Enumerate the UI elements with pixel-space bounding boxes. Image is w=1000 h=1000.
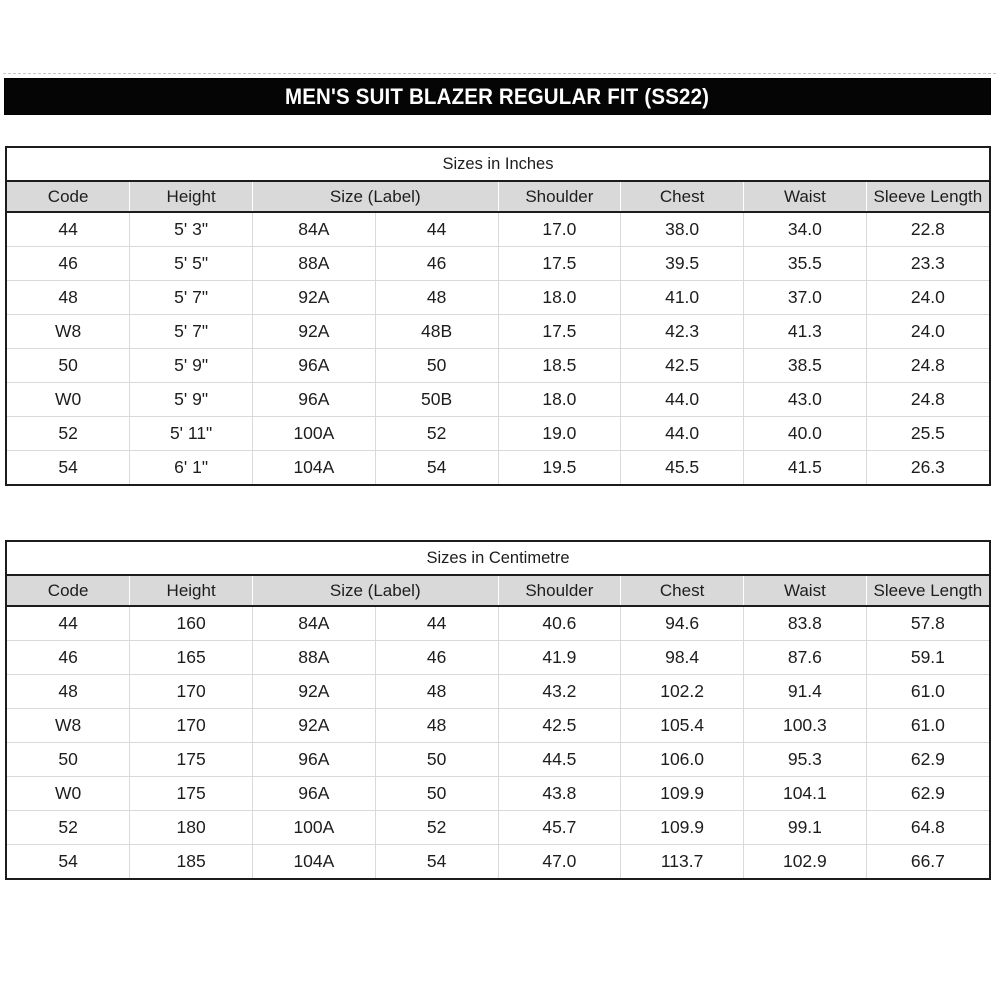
table-row [7,606,989,641]
table-cell: 17.5 [498,247,621,281]
table-cell: 100.3 [744,709,867,743]
table-cell: 61.0 [866,675,989,709]
table-row [7,212,989,247]
table-cell: 54 [375,451,498,485]
table-cell: 38.0 [621,212,744,247]
table-cell: 44 [7,212,130,247]
table-cell: 92A [253,315,376,349]
table-cell: 91.4 [744,675,867,709]
size-table-centimetre [7,576,989,878]
table-cell: 48 [7,281,130,315]
table-row [7,315,989,349]
table-cell: 52 [7,811,130,845]
table-cell: 18.5 [498,349,621,383]
table-cell: 50 [7,743,130,777]
table-cell: 83.8 [744,606,867,641]
column-header: Code [7,576,130,606]
table-cell: 23.3 [866,247,989,281]
table-cell: 54 [7,845,130,879]
table-cell: W0 [7,383,130,417]
table-caption-inches: Sizes in Inches [7,148,989,182]
table-cell: 40.6 [498,606,621,641]
table-cell: 84A [253,212,376,247]
table-cell: 50 [375,743,498,777]
table-cell: 54 [375,845,498,879]
table-caption-centimetre: Sizes in Centimetre [7,542,989,576]
table-cell: 42.3 [621,315,744,349]
table-cell: 45.5 [621,451,744,485]
table-cell: 42.5 [498,709,621,743]
table-cell: 43.2 [498,675,621,709]
table-cell: 88A [253,247,376,281]
table-cell: 41.9 [498,641,621,675]
table-cell: 54 [7,451,130,485]
table-cell: 44.0 [621,417,744,451]
table-cell: 41.3 [744,315,867,349]
column-header: Sleeve Length [866,576,989,606]
table-cell: 5' 5" [130,247,253,281]
table-cell: 44 [7,606,130,641]
table-cell: 62.9 [866,743,989,777]
column-header: Shoulder [498,576,621,606]
table-cell: 37.0 [744,281,867,315]
column-header: Size (Label) [253,182,499,212]
table-cell: 96A [253,777,376,811]
table-cell: 48B [375,315,498,349]
table-cell: 24.0 [866,281,989,315]
table-cell: 160 [130,606,253,641]
table-row [7,845,989,879]
column-header: Chest [621,576,744,606]
header-row [7,576,989,606]
table-cell: 35.5 [744,247,867,281]
table-cell: 19.5 [498,451,621,485]
table-cell: 5' 9" [130,349,253,383]
table-cell: W8 [7,709,130,743]
table-cell: 24.0 [866,315,989,349]
table-cell: 48 [375,709,498,743]
table-cell: 5' 11" [130,417,253,451]
table-cell: 98.4 [621,641,744,675]
table-row [7,709,989,743]
top-gridline [3,73,996,74]
table-cell: 43.8 [498,777,621,811]
table-cell: 105.4 [621,709,744,743]
table-cell: 96A [253,349,376,383]
table-cell: 44.5 [498,743,621,777]
table-cell: 57.8 [866,606,989,641]
table-cell: 88A [253,641,376,675]
table-row [7,417,989,451]
table-cell: 95.3 [744,743,867,777]
table-row [7,383,989,417]
table-cell: 17.5 [498,315,621,349]
table-cell: 46 [375,247,498,281]
table-cell: W8 [7,315,130,349]
table-sizes-centimetre [5,540,991,880]
table-row [7,743,989,777]
table-cell: 44 [375,606,498,641]
table-row [7,811,989,845]
table-cell: 87.6 [744,641,867,675]
table-cell: 45.7 [498,811,621,845]
table-row [7,641,989,675]
table-cell: 48 [375,675,498,709]
table-cell: 46 [7,247,130,281]
table-cell: 106.0 [621,743,744,777]
table-cell: 84A [253,606,376,641]
table-cell: 5' 7" [130,281,253,315]
table-cell: 175 [130,777,253,811]
table-row [7,451,989,485]
table-cell: 24.8 [866,349,989,383]
table-cell: 109.9 [621,777,744,811]
table-cell: 66.7 [866,845,989,879]
table-cell: 109.9 [621,811,744,845]
table-cell: 104.1 [744,777,867,811]
table-row [7,777,989,811]
table-cell: 102.9 [744,845,867,879]
title-bar [4,78,991,115]
table-cell: 17.0 [498,212,621,247]
table-cell: 170 [130,675,253,709]
table-cell: 104A [253,451,376,485]
table-row [7,675,989,709]
table-cell: 40.0 [744,417,867,451]
table-cell: 24.8 [866,383,989,417]
table-cell: 180 [130,811,253,845]
column-header: Chest [621,182,744,212]
table-cell: 62.9 [866,777,989,811]
table-row [7,281,989,315]
table-cell: 165 [130,641,253,675]
table-cell: 48 [7,675,130,709]
column-header: Height [130,576,253,606]
table-cell: 64.8 [866,811,989,845]
table-cell: 41.0 [621,281,744,315]
table-cell: 47.0 [498,845,621,879]
table-cell: 41.5 [744,451,867,485]
table-cell: 38.5 [744,349,867,383]
table-cell: 50 [375,777,498,811]
table-cell: 170 [130,709,253,743]
column-header: Size (Label) [253,576,499,606]
table-cell: 19.0 [498,417,621,451]
table-cell: 104A [253,845,376,879]
table-cell: 43.0 [744,383,867,417]
table-cell: 39.5 [621,247,744,281]
table-cell: 185 [130,845,253,879]
table-row [7,247,989,281]
table-cell: 46 [7,641,130,675]
table-cell: 18.0 [498,281,621,315]
table-cell: 5' 3" [130,212,253,247]
table-cell: 59.1 [866,641,989,675]
page-title: MEN'S SUIT BLAZER REGULAR FIT (SS22) [285,83,710,109]
column-header: Waist [744,576,867,606]
table-cell: 96A [253,743,376,777]
table-cell: 113.7 [621,845,744,879]
table-cell: 22.8 [866,212,989,247]
table-cell: 96A [253,383,376,417]
table-cell: 61.0 [866,709,989,743]
table-cell: 6' 1" [130,451,253,485]
table-cell: 5' 7" [130,315,253,349]
table-cell: 50 [375,349,498,383]
table-cell: 5' 9" [130,383,253,417]
table-row [7,349,989,383]
table-cell: 50B [375,383,498,417]
table-cell: 99.1 [744,811,867,845]
column-header: Sleeve Length [866,182,989,212]
table-cell: 44.0 [621,383,744,417]
table-sizes-inches [5,146,991,486]
table-cell: 46 [375,641,498,675]
table-cell: 102.2 [621,675,744,709]
table-cell: 92A [253,709,376,743]
table-cell: 18.0 [498,383,621,417]
table-cell: W0 [7,777,130,811]
table-cell: 50 [7,349,130,383]
table-cell: 25.5 [866,417,989,451]
column-header: Shoulder [498,182,621,212]
header-row [7,182,989,212]
table-cell: 44 [375,212,498,247]
column-header: Waist [744,182,867,212]
table-cell: 26.3 [866,451,989,485]
table-cell: 52 [7,417,130,451]
table-cell: 42.5 [621,349,744,383]
table-cell: 48 [375,281,498,315]
table-cell: 52 [375,417,498,451]
table-cell: 94.6 [621,606,744,641]
table-cell: 100A [253,811,376,845]
table-cell: 34.0 [744,212,867,247]
size-table-inches [7,182,989,484]
table-cell: 92A [253,675,376,709]
table-cell: 175 [130,743,253,777]
table-cell: 92A [253,281,376,315]
table-cell: 100A [253,417,376,451]
table-cell: 52 [375,811,498,845]
column-header: Code [7,182,130,212]
column-header: Height [130,182,253,212]
